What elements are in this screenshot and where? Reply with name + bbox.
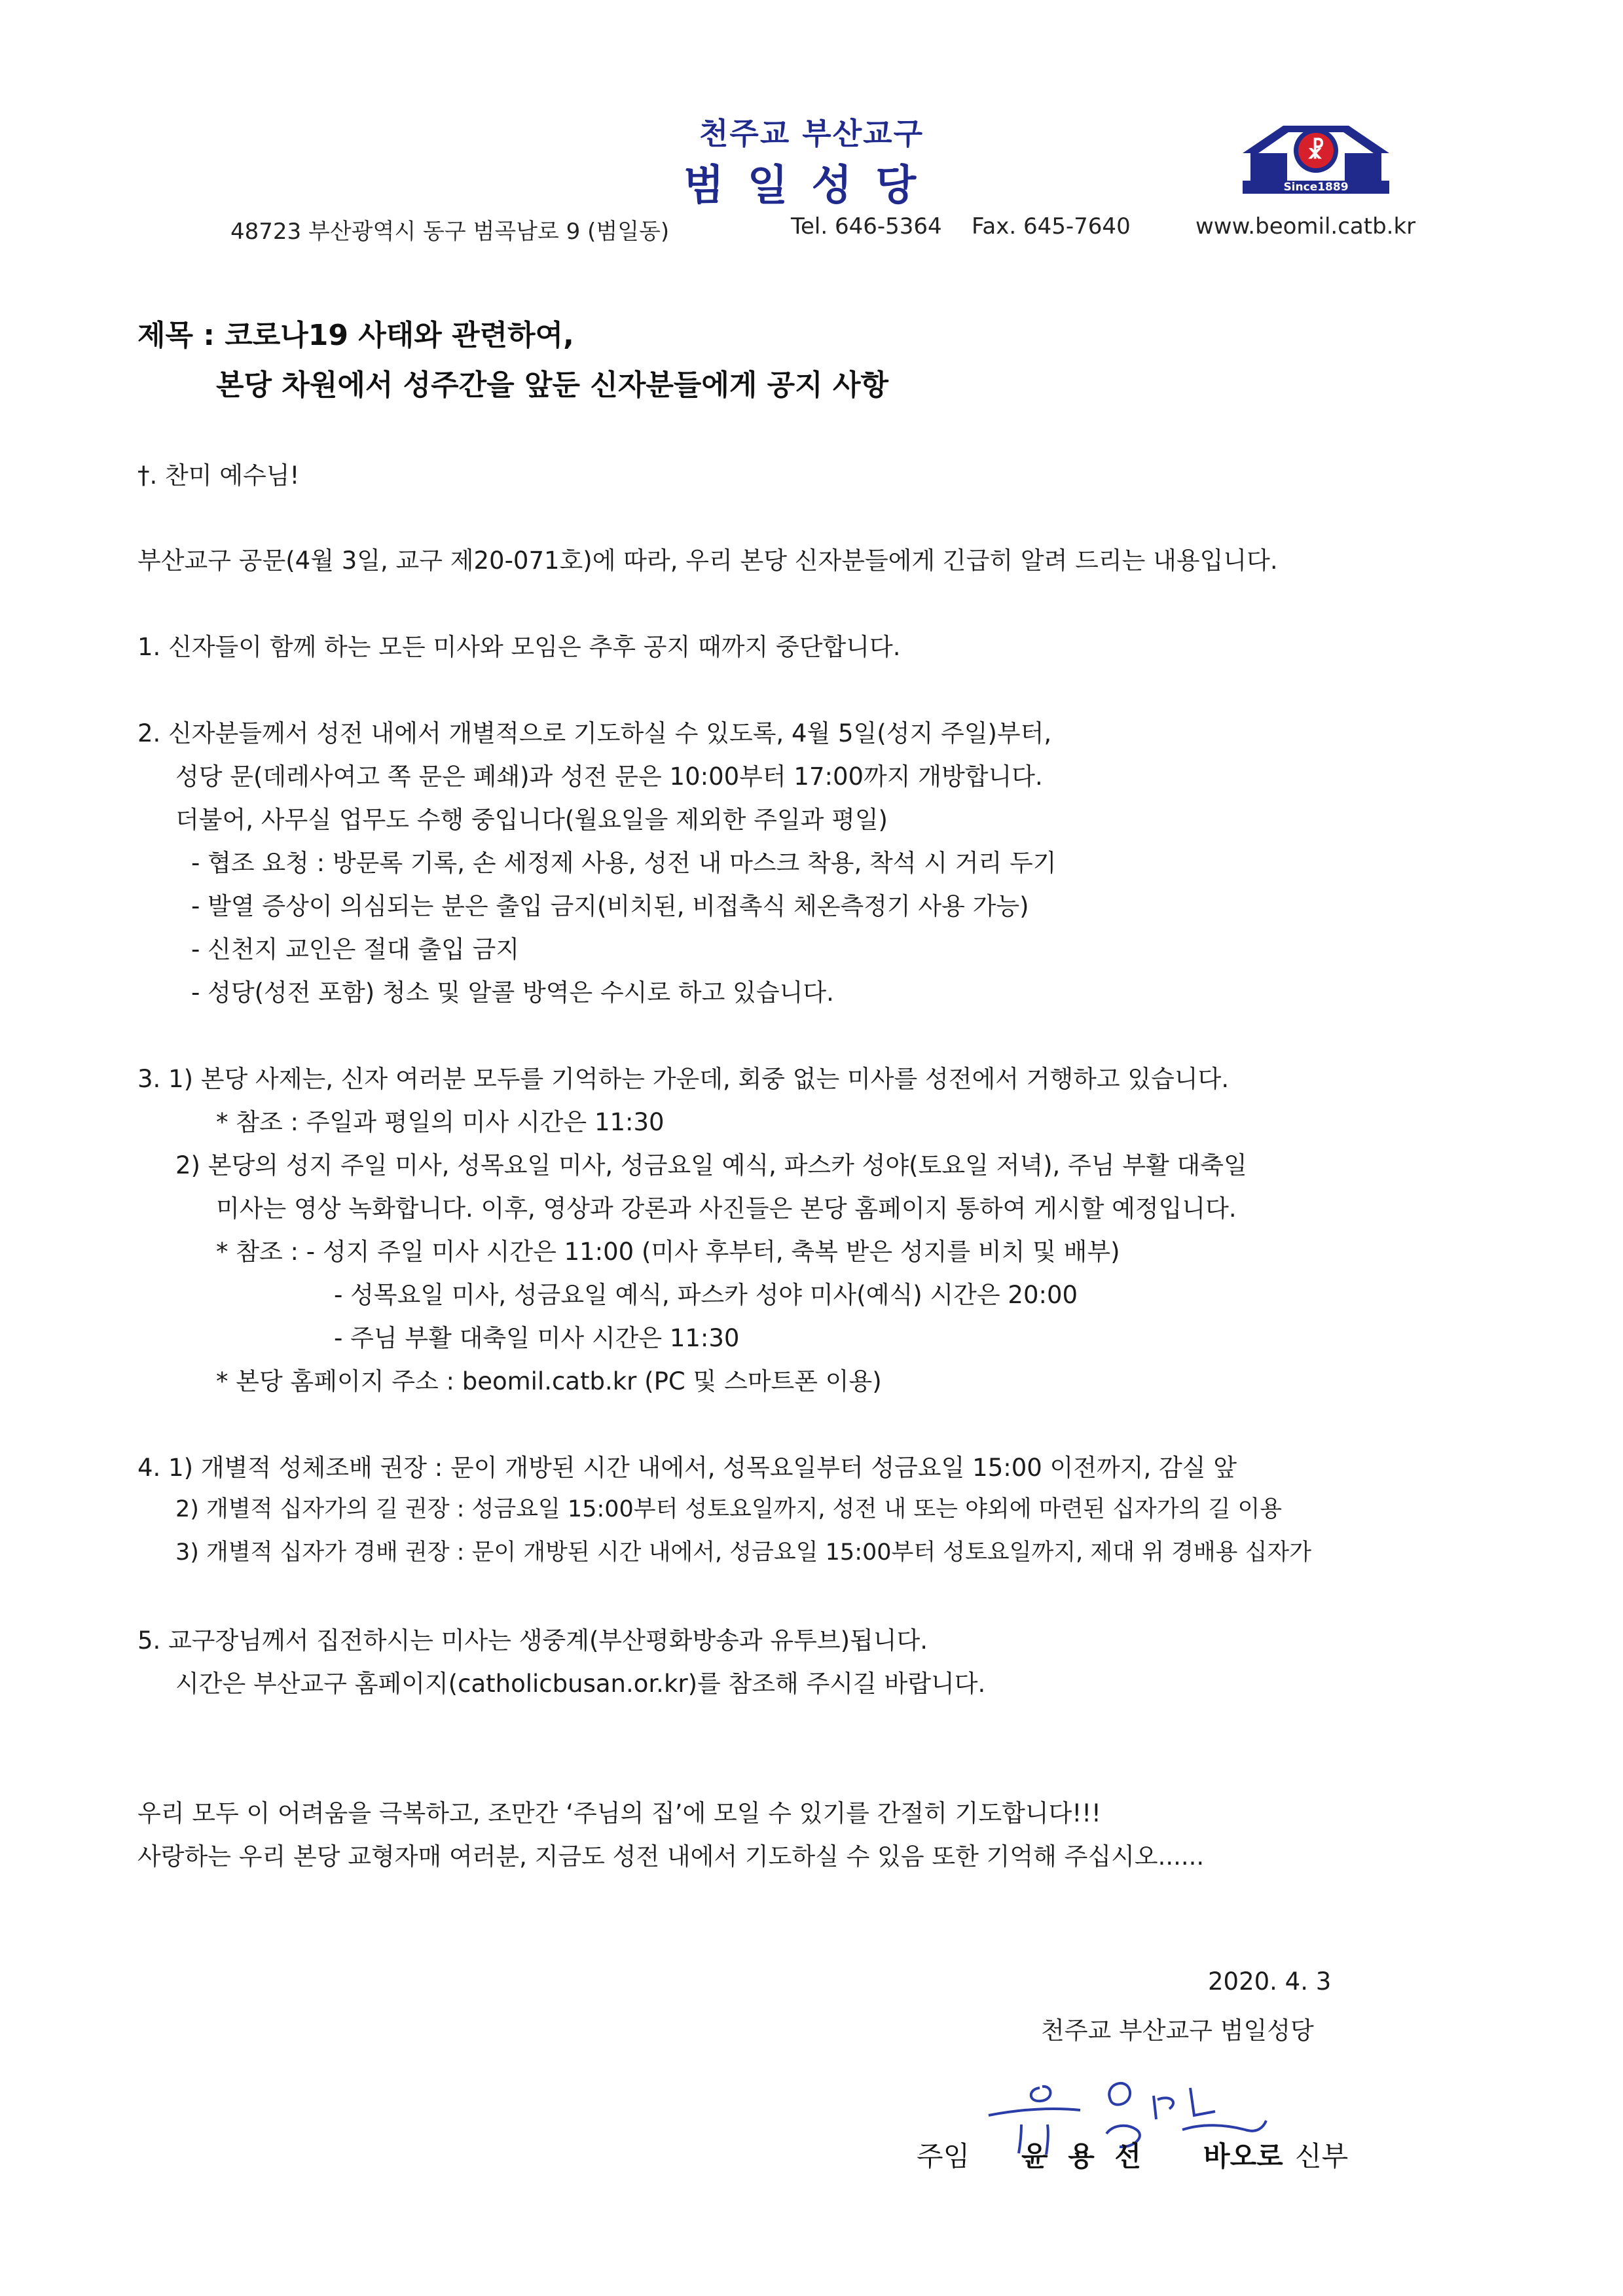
footer-pastor-name: 윤 용 선 xyxy=(1021,2140,1146,2172)
header-org: 천주교 부산교구 xyxy=(699,116,924,151)
item2-line7: - 성당(성전 포함) 청소 및 알콜 방역은 수시로 하고 있습니다. xyxy=(191,978,834,1007)
item4-line2: 2) 개별적 십자가의 길 권장 : 성금요일 15:00부터 성토요일까지, 성전 내 또는 야외에 마련된 십자가의 길 이용 xyxy=(175,1496,1283,1522)
notice-title-line2: 본당 차원에서 성주간을 앞둔 신자분들에게 공지 사항 xyxy=(216,368,888,402)
header-fax: Fax. 645-7640 xyxy=(972,213,1131,240)
item3-line5: * 참조 : - 성지 주일 미사 시간은 11:00 (미사 후부터, 축복 받은 성지를 비치 및 배부) xyxy=(216,1238,1120,1266)
church-name: 범일성당 xyxy=(683,162,940,210)
item3-line7: - 주님 부활 대축일 미사 시간은 11:30 xyxy=(334,1324,740,1352)
item5-line1: 5. 교구장님께서 집전하시는 미사는 생중계(부산평화방송과 유투브)됩니다. xyxy=(137,1626,928,1655)
item2-line1: 2. 신자분들께서 성전 내에서 개별적으로 기도하실 수 있도록, 4월 5일(성지 주일)부터, xyxy=(137,719,1052,747)
item2-line2: 성당 문(데레사여고 쪽 문은 폐쇄)과 성전 문은 10:00부터 17:00까지 개방합니다. xyxy=(175,762,1043,791)
logo-since-text: Since1889 xyxy=(1283,181,1349,194)
item3-line8: * 본당 홈페이지 주소 : beomil.catb.kr (PC 및 스마트폰 이용) xyxy=(216,1367,882,1395)
item2-line6: - 신천지 교인은 절대 출입 금지 xyxy=(191,935,520,963)
item2-line3: 더불어, 사무실 업무도 수행 중입니다(월요일을 제외한 주일과 평일) xyxy=(175,806,888,834)
closing-line2: 사랑하는 우리 본당 교형자매 여러분, 지금도 성전 내에서 기도하실 수 있음 또한 기억해 주십시오...... xyxy=(137,1842,1205,1871)
footer-title: 신부 xyxy=(1295,2140,1349,2172)
item5-line2: 시간은 부산교구 홈페이지(catholicbusan.or.kr)를 참조해 주시길 바랍니다. xyxy=(175,1670,986,1698)
intro-paragraph: 부산교구 공문(4월 3일, 교구 제20-071호)에 따라, 우리 본당 신자분들에게 긴급히 알려 드리는 내용입니다. xyxy=(137,547,1278,575)
logo-left-wall xyxy=(1250,153,1287,181)
item2-line5: - 발열 증상이 의심되는 분은 출입 금지(비치된, 비접촉식 체온측정기 사용 가능) xyxy=(191,892,1029,920)
item4-line1: 4. 1) 개별적 성체조배 권장 : 문이 개방된 시간 내에서, 성목요일부터 성금요일 15:00 이전까지, 감실 앞 xyxy=(137,1454,1237,1482)
footer-org: 천주교 부산교구 범일성당 xyxy=(1041,2017,1314,2045)
item1-line: 1. 신자들이 함께 하는 모든 미사와 모임은 추후 공지 때까지 중단합니다. xyxy=(137,633,901,661)
item4-line3: 3) 개별적 십자가 경배 권장 : 문이 개방된 시간 내에서, 성금요일 15:00부터 성토요일까지, 제대 위 경배용 십자가 xyxy=(175,1539,1312,1566)
item3-line1: 3. 1) 본당 사제는, 신자 여러분 모두를 기억하는 가운데, 회중 없는 미사를 성전에서 거행하고 있습니다. xyxy=(137,1065,1230,1093)
item3-line3: 2) 본당의 성지 주일 미사, 성목요일 미사, 성금요일 예식, 파스카 성야(토요일 저녁), 주님 부활 대축일 xyxy=(175,1151,1247,1179)
item2-line4: - 협조 요청 : 방문록 기록, 손 세정제 사용, 성전 내 마스크 착용, 착석 시 거리 두기 xyxy=(191,849,1057,877)
item3-line4: 미사는 영상 녹화합니다. 이후, 영상과 강론과 사진들은 본당 홈페이지 통하여 게시할 예정입니다. xyxy=(216,1194,1237,1223)
notice-title-line1: 제목 : 코로나19 사태와 관련하여, xyxy=(137,319,574,352)
logo-right-wall xyxy=(1345,153,1381,181)
footer-baptismal-name: 바오로 xyxy=(1203,2140,1283,2172)
greeting: †. 찬미 예수님! xyxy=(137,461,300,490)
item3-line6: - 성목요일 미사, 성금요일 예식, 파스카 성야 미사(예식) 시간은 20:00 xyxy=(334,1281,1078,1309)
header-tel: Tel. 646-5364 xyxy=(791,213,942,240)
item3-line2: * 참조 : 주일과 평일의 미사 시간은 11:30 xyxy=(216,1108,665,1136)
chi-rho-icon: ☧ xyxy=(1307,138,1325,164)
header-website: www.beomil.catb.kr xyxy=(1195,213,1416,240)
header-contact-row xyxy=(230,213,1474,245)
notice-date: 2020. 4. 3 xyxy=(1208,1967,1332,1996)
church-logo xyxy=(1237,122,1395,195)
closing-line1: 우리 모두 이 어려움을 극복하고, 조만간 ‘주님의 집’에 모일 수 있기를 간절히 기도합니다!!! xyxy=(137,1799,1101,1827)
footer-role: 주임 xyxy=(917,2140,970,2172)
header-address: 48723 부산광역시 동구 범곡남로 9 (범일동) xyxy=(230,219,670,245)
